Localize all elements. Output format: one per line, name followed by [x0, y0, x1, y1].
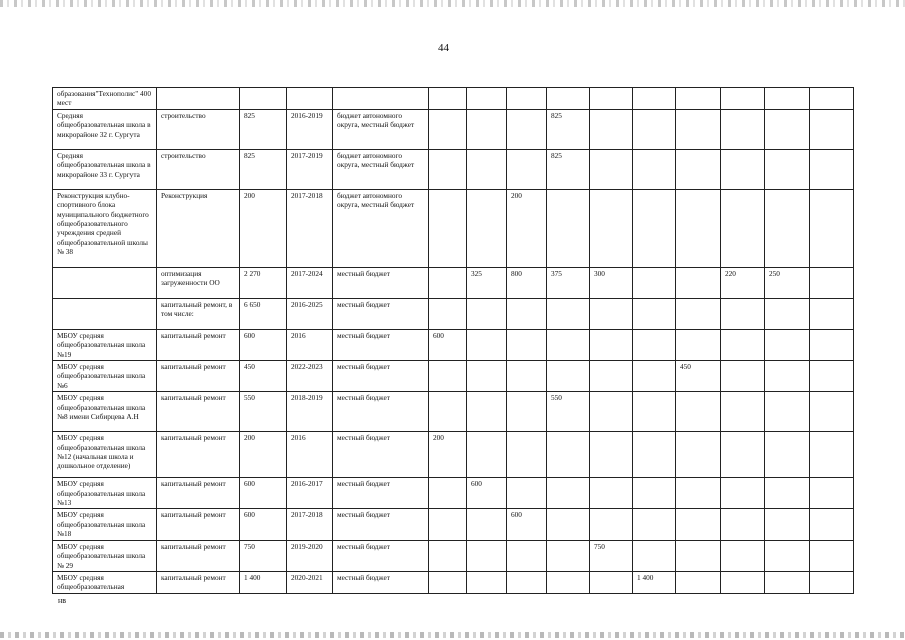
row-year-value-cell [633, 267, 676, 298]
row-year-value-cell [507, 571, 547, 593]
row-year-value-cell [810, 509, 854, 540]
row-capacity-cell: 550 [240, 392, 287, 432]
row-year-value-cell [810, 329, 854, 360]
row-year-value-cell [429, 267, 467, 298]
row-year-value-cell [467, 109, 507, 149]
row-year-value-cell: 825 [547, 109, 590, 149]
row-year-value-cell: 325 [467, 267, 507, 298]
row-year-value-cell [507, 432, 547, 478]
row-year-value-cell [676, 392, 721, 432]
row-year-value-cell: 550 [547, 392, 590, 432]
row-year-value-cell [467, 432, 507, 478]
row-year-value-cell [429, 109, 467, 149]
row-year-value-cell [810, 109, 854, 149]
row-year-value-cell: 600 [467, 478, 507, 509]
row-year-value-cell [547, 298, 590, 329]
row-year-value-cell [467, 540, 507, 571]
row-year-value-cell [633, 478, 676, 509]
row-year-value-cell [676, 189, 721, 267]
row-year-value-cell [590, 189, 633, 267]
row-year-value-cell [765, 571, 810, 593]
row-capacity-cell: 750 [240, 540, 287, 571]
row-object-cell: МБОУ средняя общеобразовательная школа №19 [53, 329, 157, 360]
row-year-value-cell [721, 540, 765, 571]
row-year-value-cell [547, 88, 590, 110]
row-object-cell: МБОУ средняя общеобразовательная [53, 571, 157, 593]
row-years-cell: 2022-2023 [287, 361, 333, 392]
row-funding-source-cell: бюджет автономного округа, местный бюджет [333, 189, 429, 267]
row-year-value-cell [810, 361, 854, 392]
row-year-value-cell [467, 189, 507, 267]
row-year-value-cell [633, 509, 676, 540]
row-year-value-cell [467, 509, 507, 540]
row-years-cell: 2019-2020 [287, 540, 333, 571]
row-year-value-cell: 600 [429, 329, 467, 360]
row-year-value-cell [676, 329, 721, 360]
row-year-value-cell [765, 509, 810, 540]
row-year-value-cell [765, 189, 810, 267]
row-object-cell: МБОУ средняя общеобразовательная школа №13 [53, 478, 157, 509]
row-year-value-cell [633, 88, 676, 110]
row-year-value-cell [765, 109, 810, 149]
row-year-value-cell [810, 267, 854, 298]
row-year-value-cell [467, 298, 507, 329]
row-year-value-cell [590, 329, 633, 360]
table-row [53, 189, 854, 267]
row-funding-source-cell: местный бюджет [333, 540, 429, 571]
row-capacity-cell: 450 [240, 361, 287, 392]
row-year-value-cell [676, 571, 721, 593]
row-year-value-cell [633, 189, 676, 267]
row-year-value-cell [590, 361, 633, 392]
table-row [53, 149, 854, 189]
table-row [53, 571, 854, 593]
row-year-value-cell: 375 [547, 267, 590, 298]
table-row [53, 432, 854, 478]
row-years-cell: 2017-2018 [287, 509, 333, 540]
row-year-value-cell [676, 109, 721, 149]
row-object-cell: МБОУ средняя общеобразовательная школа №8 имени Сибирцева А.Н [53, 392, 157, 432]
row-work-type-cell: капитальный ремонт, в том числе: [157, 298, 240, 329]
table-row [53, 392, 854, 432]
row-funding-source-cell: местный бюджет [333, 509, 429, 540]
row-object-cell: Средняя общеобразовательная школа в микрорайоне 33 г. Сургута [53, 149, 157, 189]
row-year-value-cell [590, 149, 633, 189]
row-work-type-cell: капитальный ремонт [157, 540, 240, 571]
row-year-value-cell [765, 149, 810, 189]
row-year-value-cell [721, 298, 765, 329]
table-row [53, 509, 854, 540]
row-work-type-cell: Реконструкция [157, 189, 240, 267]
row-year-value-cell [507, 540, 547, 571]
row-capacity-cell: 600 [240, 329, 287, 360]
row-year-value-cell [810, 392, 854, 432]
row-year-value-cell [810, 540, 854, 571]
row-year-value-cell: 825 [547, 149, 590, 189]
table-row [53, 329, 854, 360]
footer-note: нв [58, 596, 67, 605]
row-year-value-cell: 200 [429, 432, 467, 478]
row-years-cell: 2017-2024 [287, 267, 333, 298]
row-year-value-cell [765, 432, 810, 478]
row-year-value-cell [590, 298, 633, 329]
row-funding-source-cell: местный бюджет [333, 478, 429, 509]
row-funding-source-cell: местный бюджет [333, 432, 429, 478]
row-year-value-cell [633, 149, 676, 189]
row-year-value-cell [547, 509, 590, 540]
row-year-value-cell [590, 571, 633, 593]
row-year-value-cell [467, 392, 507, 432]
row-year-value-cell [721, 392, 765, 432]
row-work-type-cell: капитальный ремонт [157, 509, 240, 540]
row-year-value-cell: 750 [590, 540, 633, 571]
row-capacity-cell [240, 88, 287, 110]
row-work-type-cell: капитальный ремонт [157, 478, 240, 509]
row-capacity-cell: 825 [240, 149, 287, 189]
row-object-cell: Средняя общеобразовательная школа в микрорайоне 32 г. Сургута [53, 109, 157, 149]
row-year-value-cell [810, 189, 854, 267]
row-year-value-cell [547, 361, 590, 392]
row-year-value-cell [676, 149, 721, 189]
row-year-value-cell [429, 189, 467, 267]
table-row [53, 540, 854, 571]
row-year-value-cell: 250 [765, 267, 810, 298]
row-year-value-cell [721, 361, 765, 392]
row-funding-source-cell: местный бюджет [333, 571, 429, 593]
row-object-cell: МБОУ средняя общеобразовательная школа № 29 [53, 540, 157, 571]
table-row [53, 298, 854, 329]
row-year-value-cell [429, 361, 467, 392]
row-object-cell [53, 298, 157, 329]
row-year-value-cell [676, 478, 721, 509]
row-year-value-cell [721, 432, 765, 478]
row-year-value-cell: 200 [507, 189, 547, 267]
investment-table [52, 87, 854, 594]
row-year-value-cell: 800 [507, 267, 547, 298]
row-year-value-cell [507, 109, 547, 149]
row-object-cell: МБОУ средняя общеобразовательная школа №6 [53, 361, 157, 392]
row-year-value-cell [590, 509, 633, 540]
row-object-cell: образования"Технополис" 400 мест [53, 88, 157, 110]
row-object-cell: МБОУ средняя общеобразовательная школа №18 [53, 509, 157, 540]
row-year-value-cell [810, 571, 854, 593]
row-year-value-cell [721, 478, 765, 509]
row-year-value-cell [547, 478, 590, 509]
row-year-value-cell [590, 88, 633, 110]
row-year-value-cell [429, 149, 467, 189]
row-year-value-cell [721, 189, 765, 267]
row-capacity-cell: 1 400 [240, 571, 287, 593]
row-capacity-cell: 200 [240, 189, 287, 267]
row-year-value-cell [467, 571, 507, 593]
row-year-value-cell: 450 [676, 361, 721, 392]
row-capacity-cell: 600 [240, 478, 287, 509]
row-year-value-cell [810, 88, 854, 110]
row-year-value-cell [467, 329, 507, 360]
row-capacity-cell: 200 [240, 432, 287, 478]
row-work-type-cell: капитальный ремонт [157, 392, 240, 432]
scan-bottom-edge [0, 632, 905, 638]
row-years-cell: 2018-2019 [287, 392, 333, 432]
row-funding-source-cell: местный бюджет [333, 329, 429, 360]
row-year-value-cell [590, 432, 633, 478]
row-year-value-cell [429, 392, 467, 432]
row-years-cell: 2017-2018 [287, 189, 333, 267]
row-years-cell [287, 88, 333, 110]
row-year-value-cell [547, 540, 590, 571]
row-funding-source-cell: местный бюджет [333, 298, 429, 329]
row-year-value-cell [676, 267, 721, 298]
row-year-value-cell [507, 329, 547, 360]
row-year-value-cell [507, 149, 547, 189]
row-year-value-cell [676, 298, 721, 329]
row-year-value-cell [633, 298, 676, 329]
row-years-cell: 2016-2019 [287, 109, 333, 149]
row-years-cell: 2017-2019 [287, 149, 333, 189]
row-year-value-cell [721, 509, 765, 540]
row-capacity-cell: 6 650 [240, 298, 287, 329]
row-year-value-cell [765, 361, 810, 392]
row-year-value-cell [507, 392, 547, 432]
row-year-value-cell [429, 298, 467, 329]
row-year-value-cell [429, 88, 467, 110]
row-work-type-cell: оптимизация загруженности ОО [157, 267, 240, 298]
row-year-value-cell [633, 329, 676, 360]
row-year-value-cell [676, 88, 721, 110]
row-funding-source-cell: местный бюджет [333, 267, 429, 298]
row-object-cell [53, 267, 157, 298]
row-year-value-cell [429, 571, 467, 593]
row-years-cell: 2016-2025 [287, 298, 333, 329]
row-year-value-cell [547, 432, 590, 478]
row-work-type-cell: капитальный ремонт [157, 432, 240, 478]
page-number: 44 [438, 42, 449, 54]
row-year-value-cell: 300 [590, 267, 633, 298]
row-year-value-cell: 220 [721, 267, 765, 298]
row-year-value-cell [507, 361, 547, 392]
row-work-type-cell: капитальный ремонт [157, 571, 240, 593]
row-funding-source-cell [333, 88, 429, 110]
row-capacity-cell: 825 [240, 109, 287, 149]
row-object-cell: Реконструкция клубно-спортивного блока муниципального бюджетного общеобразовательного учреждения средней общеобразовательной школы № 38 [53, 189, 157, 267]
row-capacity-cell: 600 [240, 509, 287, 540]
row-work-type-cell: капитальный ремонт [157, 361, 240, 392]
row-funding-source-cell: бюджет автономного округа, местный бюджет [333, 109, 429, 149]
row-year-value-cell [721, 329, 765, 360]
row-year-value-cell [810, 432, 854, 478]
row-year-value-cell [429, 478, 467, 509]
row-year-value-cell [507, 298, 547, 329]
row-year-value-cell [721, 149, 765, 189]
row-year-value-cell [721, 109, 765, 149]
row-funding-source-cell: местный бюджет [333, 361, 429, 392]
row-year-value-cell [721, 88, 765, 110]
row-year-value-cell [765, 392, 810, 432]
row-year-value-cell [429, 509, 467, 540]
row-year-value-cell [590, 478, 633, 509]
row-year-value-cell [633, 109, 676, 149]
scan-top-edge [0, 0, 905, 7]
table-row [53, 267, 854, 298]
row-year-value-cell [547, 329, 590, 360]
row-year-value-cell [547, 571, 590, 593]
row-funding-source-cell: местный бюджет [333, 392, 429, 432]
table-row [53, 478, 854, 509]
row-work-type-cell: строительство [157, 149, 240, 189]
row-year-value-cell [467, 88, 507, 110]
row-year-value-cell [633, 540, 676, 571]
row-year-value-cell [765, 478, 810, 509]
table-row [53, 109, 854, 149]
row-year-value-cell: 1 400 [633, 571, 676, 593]
row-year-value-cell [810, 149, 854, 189]
row-year-value-cell [676, 509, 721, 540]
row-year-value-cell [633, 432, 676, 478]
row-year-value-cell [765, 540, 810, 571]
row-funding-source-cell: бюджет автономного округа, местный бюджет [333, 149, 429, 189]
row-year-value-cell [810, 298, 854, 329]
row-years-cell: 2016 [287, 432, 333, 478]
row-year-value-cell [765, 88, 810, 110]
row-years-cell: 2016-2017 [287, 478, 333, 509]
row-capacity-cell: 2 270 [240, 267, 287, 298]
row-work-type-cell: строительство [157, 109, 240, 149]
row-object-cell: МБОУ средняя общеобразовательная школа №12 (начальная школа и дошкольное отделение) [53, 432, 157, 478]
row-years-cell: 2016 [287, 329, 333, 360]
row-year-value-cell [507, 88, 547, 110]
row-year-value-cell [590, 392, 633, 432]
row-year-value-cell [633, 361, 676, 392]
row-year-value-cell [676, 540, 721, 571]
row-year-value-cell [590, 109, 633, 149]
row-work-type-cell [157, 88, 240, 110]
row-year-value-cell: 600 [507, 509, 547, 540]
row-years-cell: 2020-2021 [287, 571, 333, 593]
row-year-value-cell [547, 189, 590, 267]
row-year-value-cell [429, 540, 467, 571]
table-row [53, 361, 854, 392]
table-row [53, 88, 854, 110]
row-year-value-cell [467, 149, 507, 189]
row-year-value-cell [633, 392, 676, 432]
row-year-value-cell [467, 361, 507, 392]
row-year-value-cell [765, 298, 810, 329]
row-year-value-cell [676, 432, 721, 478]
row-year-value-cell [810, 478, 854, 509]
table-body [53, 88, 854, 594]
row-work-type-cell: капитальный ремонт [157, 329, 240, 360]
row-year-value-cell [765, 329, 810, 360]
row-year-value-cell [721, 571, 765, 593]
row-year-value-cell [507, 478, 547, 509]
